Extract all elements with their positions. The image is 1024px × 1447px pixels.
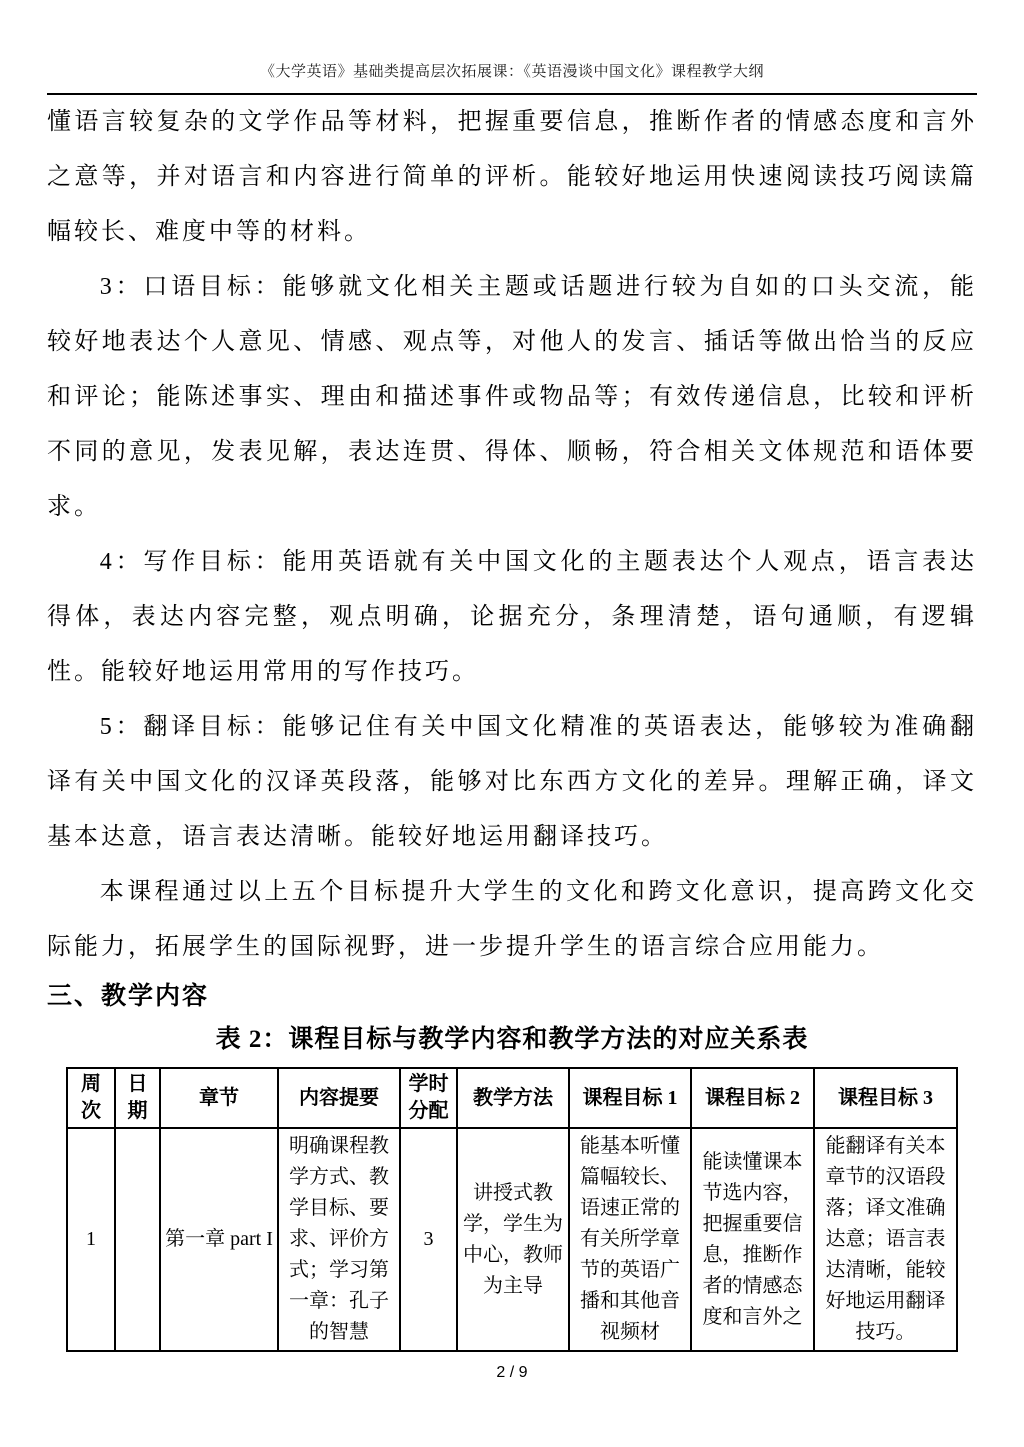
table-cell-week: 1 [67,1128,115,1351]
table-header-cell-objective2: 课程目标 2 [691,1068,814,1128]
paragraph: 3：口语目标：能够就文化相关主题或话题进行较为自如的口头交流，能较好地表达个人意见、情感、观点等，对他人的发言、插话等做出恰当的反应和评论；能陈述事实、理由和描述事件或物品等；有效传递信息，比较和评析不同的意见，发表见解，表达连贯、得体、顺畅，符合相关文体规范和语体要求。 [47,274,977,520]
paragraph: 5：翻译目标：能够记住有关中国文化精准的英语表达，能够较为准确翻译有关中国文化的汉译英段落，能够对比东西方文化的差异。理解正确，译文基本达意，语言表达清晰。能较好地运用翻译技巧。 [47,714,977,850]
document-body [47,95,977,1057]
table-cell-chapter: 第一章 part I [160,1128,278,1351]
table-cell-method: 讲授式教学，学生为中心，教师为主导 [457,1128,569,1351]
section-heading: 三、教学内容 [47,982,210,1010]
table-header-row [67,1068,957,1128]
table-cell-date [115,1128,160,1351]
table-header-cell-date: 日期 [115,1068,160,1128]
table-header-cell-objective1: 课程目标 1 [569,1068,691,1128]
table-cell-objective3: 能翻译有关本章节的汉语段落；译文准确达意；语言表达清晰，能较好地运用翻译技巧。 [814,1128,957,1351]
table-header-cell-summary: 内容提要 [278,1068,400,1128]
page-header [47,0,977,95]
page-number: 2 / 9 [496,1364,528,1381]
table-header-cell-objective3: 课程目标 3 [814,1068,957,1128]
table-cell-objective2: 能读懂课本节选内容，把握重要信息，推断作者的情感态度和言外之 [691,1128,814,1351]
table-header-cell-hours: 学时分配 [400,1068,457,1128]
table-cell-summary: 明确课程教学方式、教学目标、要求、评价方式；学习第一章：孔子的智慧 [278,1128,400,1351]
table-row [67,1128,957,1351]
table-cell-objective1: 能基本听懂篇幅较长、语速正常的有关所学章节的英语广播和其他音视频材 [569,1128,691,1351]
table-cell-hours: 3 [400,1128,457,1351]
table-title: 表 2：课程目标与教学内容和教学方法的对应关系表 [215,1026,809,1053]
paragraph: 本课程通过以上五个目标提升大学生的文化和跨文化意识，提高跨文化交际能力，拓展学生的国际视野，进一步提升学生的语言综合应用能力。 [47,879,977,960]
table-header-cell-week: 周次 [67,1068,115,1128]
running-head-title: 《大学英语》基础类提高层次拓展课：《英语漫谈中国文化》课程教学大纲 [259,64,764,80]
table-header-cell-chapter: 章节 [160,1068,278,1128]
table-header-cell-method: 教学方法 [457,1068,569,1128]
paragraph: 4：写作目标：能用英语就有关中国文化的主题表达个人观点，语言表达得体，表达内容完整，观点明确，论据充分，条理清楚，语句通顺，有逻辑性。能较好地运用常用的写作技巧。 [47,549,977,685]
paragraph: 懂语言较复杂的文学作品等材料，把握重要信息，推断作者的情感态度和言外之意等，并对语言和内容进行简单的评析。能较好地运用快速阅读技巧阅读篇幅较长、难度中等的材料。 [47,109,977,245]
course-table [66,1067,958,1352]
